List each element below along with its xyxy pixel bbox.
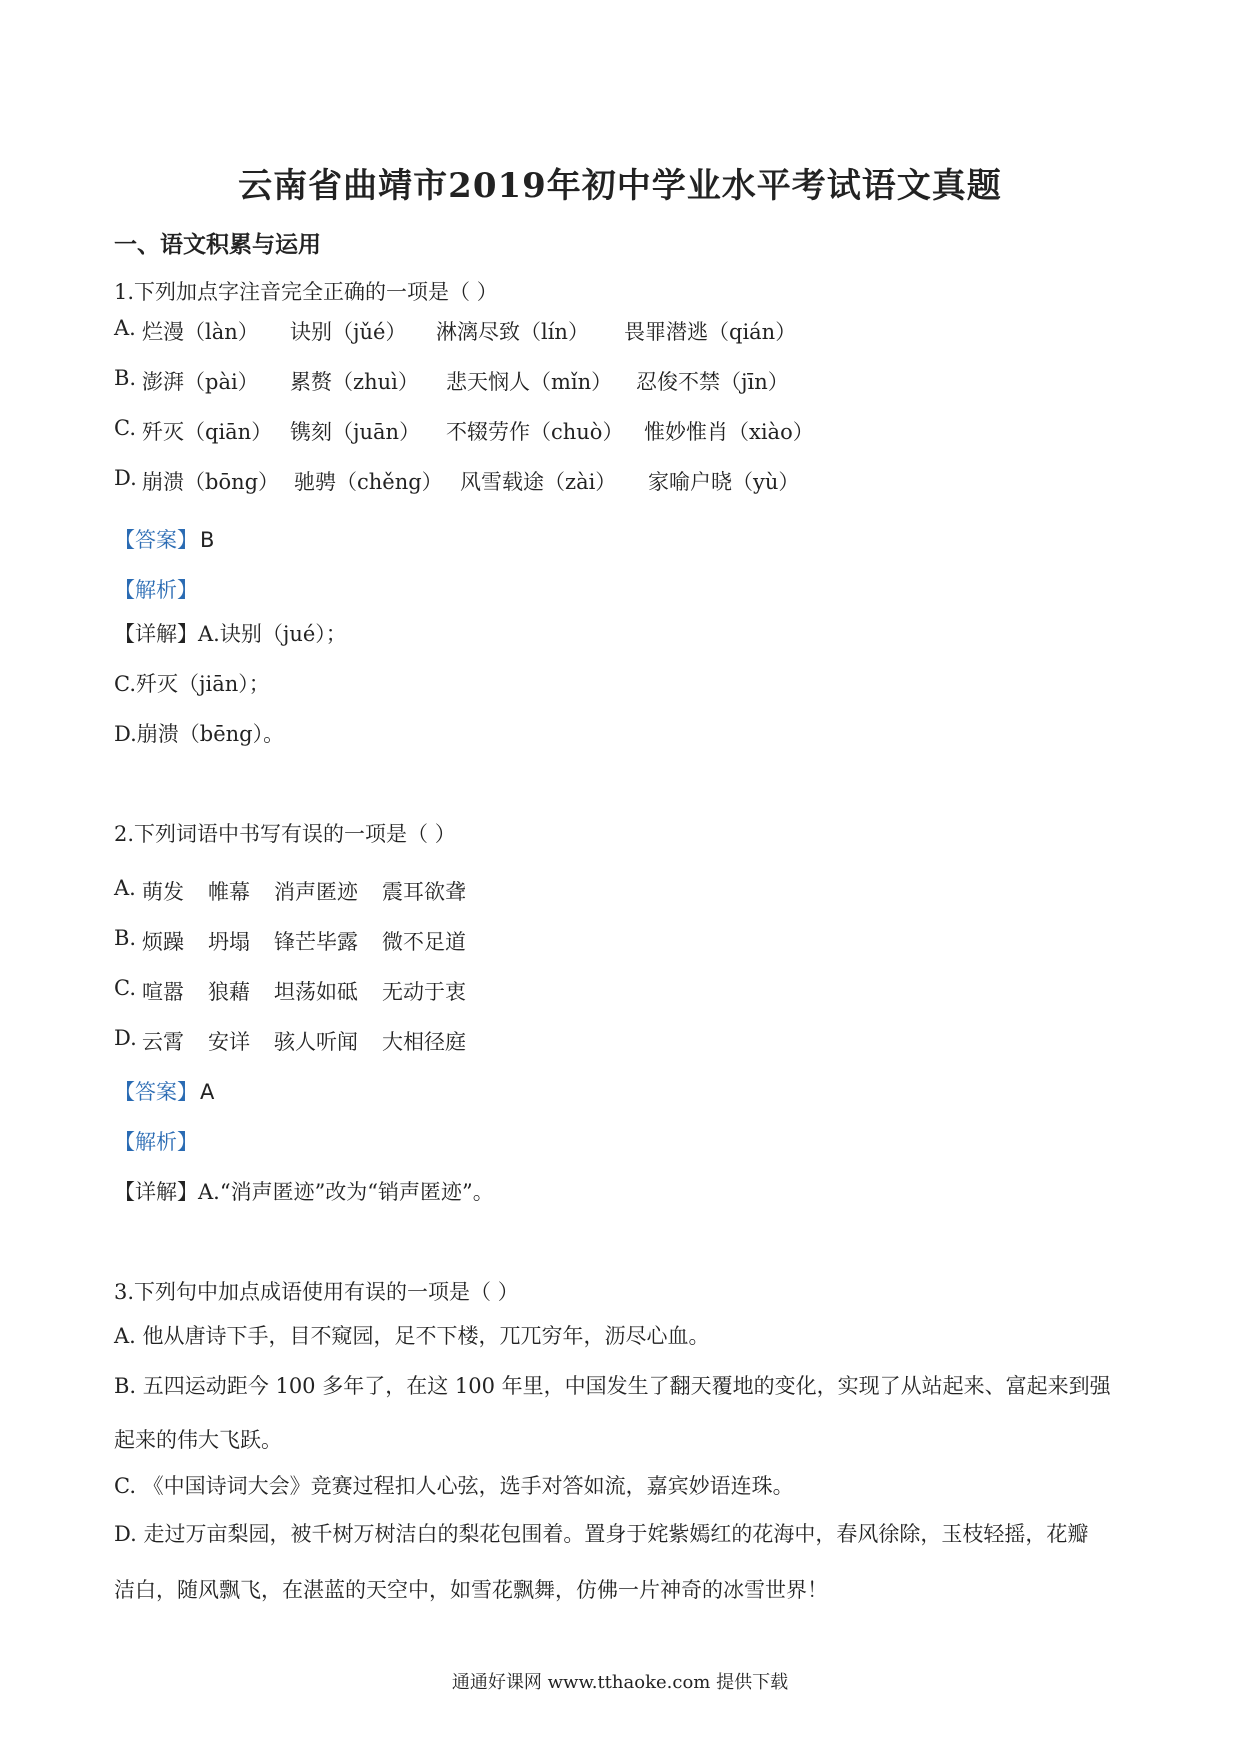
option-item: 大相径庭	[382, 1030, 466, 1054]
page-title: 云南省曲靖市2019年初中学业水平考试语文真题	[238, 166, 1002, 206]
option-item: 家喻户晓（yù）	[648, 470, 800, 494]
option-item: 骇人听闻	[274, 1030, 358, 1054]
q1-answer	[114, 524, 214, 554]
option-item: 畏罪潜逃（qián）	[624, 320, 797, 344]
q2-answer	[114, 1076, 214, 1106]
option-label: A.	[114, 876, 136, 900]
option-item: 悲天悯人（mǐn）	[446, 370, 613, 394]
q1-option-a	[114, 316, 1114, 346]
q2-detail-1: 【详解】A.“消声匿迹”改为“销声匿迹”。	[114, 1180, 494, 1204]
option-item: 喧嚣	[142, 980, 184, 1004]
q3-option-b-line2: 起来的伟大飞跃。	[114, 1428, 282, 1452]
option-label: D.	[114, 1026, 137, 1050]
option-item: 烂漫（làn）	[142, 320, 259, 344]
option-item: 帷幕	[208, 880, 250, 904]
option-item: 驰骋（chěng）	[294, 470, 443, 494]
option-item: 无动于衷	[382, 980, 466, 1004]
option-item: 淋漓尽致（lín）	[436, 320, 589, 344]
option-item: 坍塌	[208, 930, 250, 954]
q2-option-a	[114, 876, 714, 906]
option-label: D.	[114, 466, 137, 490]
q3-option-b-line1: B. 五四运动距今 100 多年了，在这 100 年里，中国发生了翻天覆地的变化，实现了从站起来、富起来到强	[114, 1374, 1111, 1398]
option-item: 狼藉	[208, 980, 250, 1004]
answer-tag: 【答案】	[114, 528, 198, 552]
option-item: 烦躁	[142, 930, 184, 954]
answer-value: A	[200, 1080, 215, 1104]
q3-option-d-line1: D. 走过万亩梨园，被千树万树洁白的梨花包围着。置身于姹紫嫣红的花海中，春风徐除，玉枝轻摇，花瓣	[114, 1522, 1089, 1546]
option-label: A.	[114, 316, 136, 340]
option-item: 忍俊不禁（jīn）	[636, 370, 789, 394]
q2-option-b	[114, 926, 714, 956]
option-item: 锋芒毕露	[274, 930, 358, 954]
option-item: 安详	[208, 1030, 250, 1054]
q2-option-d	[114, 1026, 714, 1056]
q3-option-c: C. 《中国诗词大会》竞赛过程扣人心弦，选手对答如流，嘉宾妙语连珠。	[114, 1474, 794, 1498]
q2-option-c	[114, 976, 714, 1006]
q1-option-b	[114, 366, 1114, 396]
q1-analysis-tag: 【解析】	[114, 578, 198, 602]
option-item: 坦荡如砥	[274, 980, 358, 1004]
option-item: 诀别（jǔé）	[290, 320, 407, 344]
option-label: B.	[114, 366, 137, 390]
option-item: 歼灭（qiān）	[142, 420, 273, 444]
option-item: 惟妙惟肖（xiào）	[644, 420, 814, 444]
option-label: B.	[114, 926, 137, 950]
option-label: C.	[114, 976, 136, 1000]
option-item: 不辍劳作（chuò）	[446, 420, 624, 444]
q1-option-c	[114, 416, 1114, 446]
option-item: 崩溃（bōng）	[142, 470, 280, 494]
q1-detail-3: D.崩溃（bēng）。	[114, 722, 285, 746]
q1-detail-1: 【详解】A.诀别（jué）；	[114, 622, 347, 646]
option-item: 镌刻（juān）	[290, 420, 421, 444]
q3-stem: 3.下列句中加点成语使用有误的一项是（ ）	[114, 1280, 519, 1304]
answer-value: B	[200, 528, 215, 552]
q3-option-d-line2: 洁白，随风飘飞，在湛蓝的天空中，如雪花飘舞，仿佛一片神奇的冰雪世界！	[114, 1578, 828, 1602]
option-item: 风雪载途（zài）	[460, 470, 617, 494]
section-title: 一、语文积累与运用	[114, 231, 321, 258]
option-item: 累赘（zhuì）	[290, 370, 419, 394]
q1-option-d	[114, 466, 1114, 496]
q1-detail-2: C.歼灭（jiān）；	[114, 672, 270, 696]
option-label: C.	[114, 416, 136, 440]
option-item: 云霄	[142, 1030, 184, 1054]
q3-option-a: A. 他从唐诗下手，目不窥园，足不下楼，兀兀穷年，沥尽心血。	[114, 1324, 710, 1348]
page-footer: 通通好课网 www.tthaoke.com 提供下载	[451, 1672, 789, 1693]
option-item: 微不足道	[382, 930, 466, 954]
q2-analysis-tag: 【解析】	[114, 1130, 198, 1154]
option-item: 震耳欲聋	[382, 880, 466, 904]
answer-tag: 【答案】	[114, 1080, 198, 1104]
q1-stem: 1.下列加点字注音完全正确的一项是（ ）	[114, 280, 498, 304]
option-item: 澎湃（pài）	[142, 370, 259, 394]
option-item: 萌发	[142, 880, 184, 904]
q2-stem: 2.下列词语中书写有误的一项是（ ）	[114, 822, 456, 846]
option-item: 消声匿迹	[274, 880, 358, 904]
